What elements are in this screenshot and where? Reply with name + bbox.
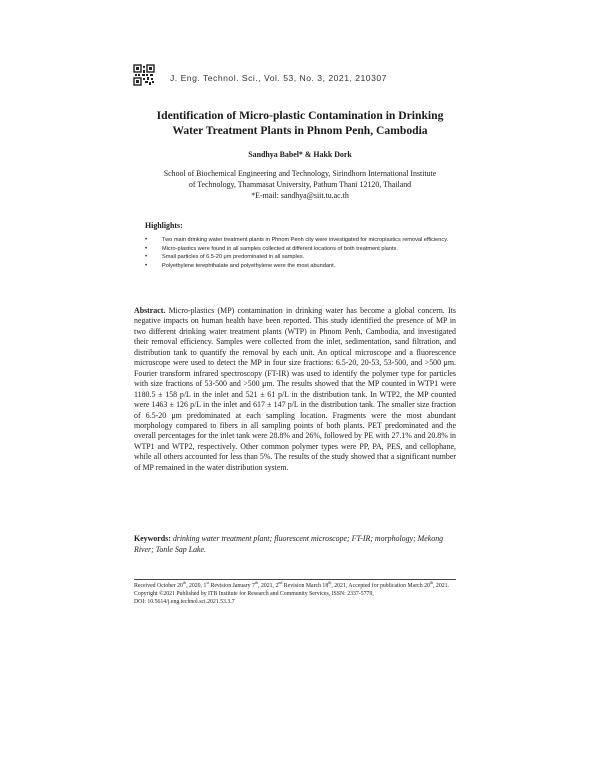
highlight-text: Polyethylene terephthalate and polyethylene were the most abundant. xyxy=(162,262,336,269)
journal-logo-icon xyxy=(133,64,155,86)
abstract-label: Abstract. xyxy=(134,306,166,315)
affiliation xyxy=(130,168,470,201)
highlight-item xyxy=(145,245,456,254)
corresponding-email: *E-mail: sandhya@siit.tu.ac.th xyxy=(251,191,349,200)
affiliation-line: School of Biochemical Engineering and Technology, Sirindhorn International Institute xyxy=(163,169,437,178)
received-dates: Received October 20th, 2020, 1st Revision January 7th, 2021, 2nd Revision March 18th, 2021, Accepted for publication March 20th, 2021. xyxy=(134,580,449,589)
title-line: Identification of Micro-plastic Contamination in Drinking xyxy=(156,109,444,122)
highlight-text: Two main drinking water treatment plants in Phnom Penh city were investigated for microplastics removal efficiency. xyxy=(162,237,449,243)
doi: DOI: 10.5614/j.eng.technol.sci.2021.53.3.7 xyxy=(134,598,235,605)
keywords-text: drinking water treatment plant; fluorescent microscope; FT-IR; morphology; Mekong River; Tonle Sap Lake. xyxy=(134,534,444,554)
highlight-item xyxy=(145,236,456,245)
highlight-text: Micro-plastics were found in all samples collected at different locations of both treatment plants. xyxy=(162,245,398,252)
highlights-heading: Highlights: xyxy=(145,221,183,230)
highlight-item xyxy=(145,262,456,271)
keywords xyxy=(134,534,456,555)
article-title xyxy=(120,108,480,138)
journal-citation: J. Eng. Technol. Sci., Vol. 53, No. 3, 2021, 210307 xyxy=(170,73,387,83)
abstract xyxy=(134,306,456,473)
copyright-notice: Copyright ©2021 Published by ITB Institute for Research and Community Services, ISSN: 2337-5779, xyxy=(134,590,374,597)
highlight-text: Small particles of 6.5-20 μm predominated in all samples. xyxy=(162,254,305,261)
keywords-label: Keywords: xyxy=(134,534,171,543)
author-list: Sandhya Babel* & Hakk Dork xyxy=(248,150,352,159)
footer-notes xyxy=(134,580,456,606)
bullet-icon: • xyxy=(145,237,148,243)
bullet-icon: • xyxy=(145,254,148,261)
affiliation-line: of Technology, Thammasat University, Pathum Thani 12120, Thailand xyxy=(188,180,412,189)
highlight-item xyxy=(145,253,456,262)
highlights-list xyxy=(145,236,456,270)
bullet-icon: • xyxy=(145,262,148,269)
title-line: Water Treatment Plants in Phnom Penh, Cambodia xyxy=(172,124,428,137)
abstract-text: Micro-plastics (MP) contamination in drinking water has become a global concern. Its negative impacts on human health have been reported. This study identified the presence of MP in two different drinking water treatment plants (WTP) in Phnom Penh, Cambodia, and investigated their removal efficiency. Samples were collected from the inlet, sedimentation, sand filtration, and distribution tank to quantify the removal by each unit. An optical microscope and a fluorescence microscope were used to detect the MP in four size fractions: 6.5-20, 20-53, 53-500, and >500 μm. Fourier transform infrared spectroscopy (FT-IR) was used to identify the polymer type for particles with size fractions of 53-500 and >500 μm. The results showed that the MP counted in WTP1 were 1180.5 ± 158 p/L in the inlet and 521 ± 61 p/L in the distribution tank. In WTP2, the MP counted were 1463 ± 126 p/L in the inlet and 617 ± 147 p/L in the distribution tank. The smaller size fraction of 6.5-20 μm predominated at each sampling location. Fragments were the most abundant morphology compared to fibers in all sampling points of both plants. PET predominated and the overall percentages for the inlet tank were 28.8% and 26%, followed by PE with 27.1% and 20.8% in WTP1 and WTP2, respectively. Other common polymer types were PP, PA, PES, and cellophane, while all others accounted for less than 5%. The results of the study showed that a significant number of MP remained in the water distribution system. xyxy=(134,306,456,472)
bullet-icon: • xyxy=(145,245,148,252)
